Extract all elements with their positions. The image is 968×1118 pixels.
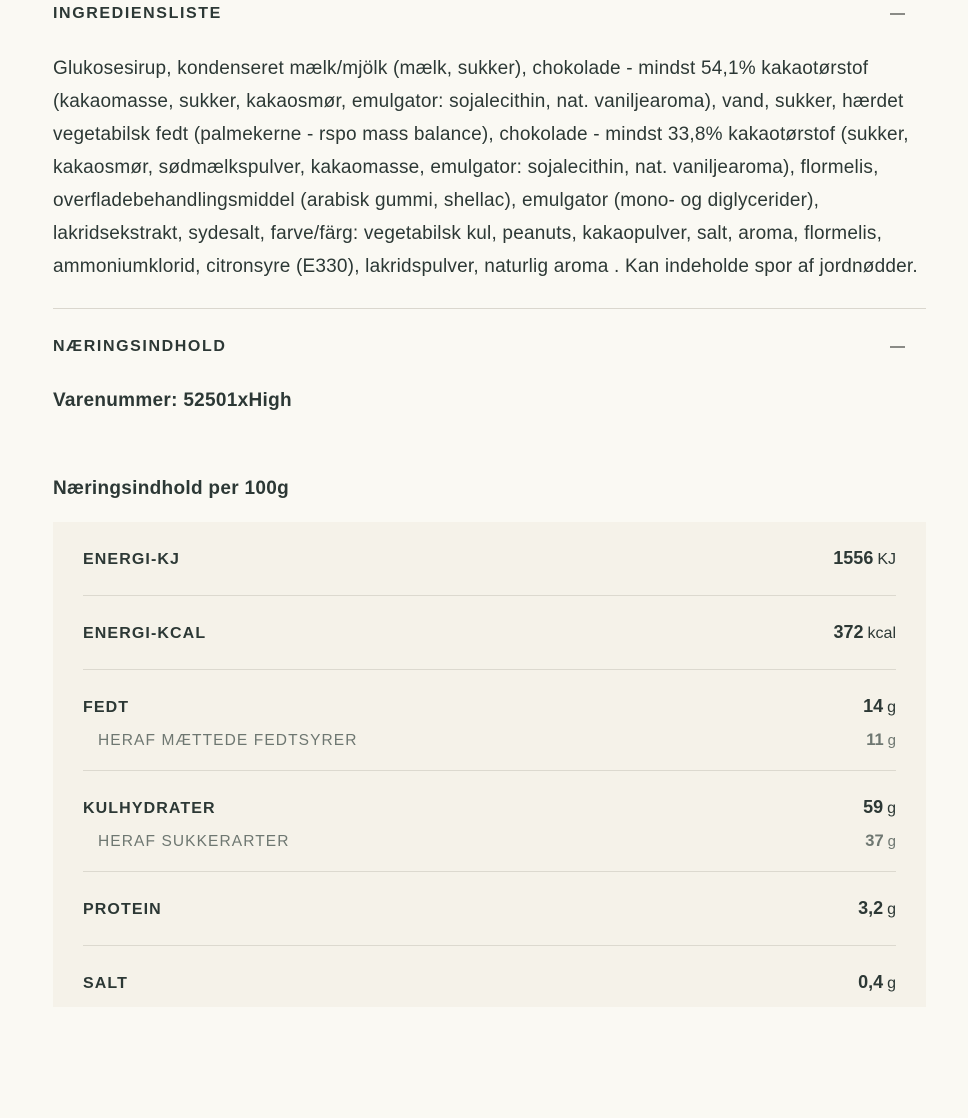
nutrient-subvalue: 11 g	[866, 731, 896, 749]
nutrition-section-title: NÆRINGSINDHOLD	[53, 338, 227, 355]
nutrient-sublabel: HERAF MÆTTEDE FEDTSYRER	[98, 732, 358, 749]
nutrient-value: 0,4 g	[858, 972, 896, 992]
nutrient-value: 1556 KJ	[833, 548, 896, 568]
per-100g-label: Næringsindhold per 100g	[53, 478, 289, 499]
nutrient-label: KULHYDRATER	[83, 800, 216, 817]
ingredients-section-title: INGREDIENSLISTE	[53, 5, 222, 22]
table-row	[83, 946, 896, 1007]
minus-icon[interactable]	[890, 13, 905, 15]
item-number: Varenummer: 52501xHigh	[53, 390, 292, 411]
nutrient-value: 14 g	[863, 696, 896, 716]
table-row	[83, 596, 896, 669]
content-container	[53, 0, 926, 1007]
nutrient-label: ENERGI-KCAL	[83, 625, 207, 642]
table-subrow	[83, 832, 896, 851]
ingredients-accordion-header[interactable]	[53, 5, 926, 23]
table-subrow	[83, 731, 896, 750]
section-divider	[53, 308, 926, 309]
table-row	[83, 771, 896, 871]
nutrient-subvalue: 37 g	[865, 832, 896, 850]
nutrient-sublabel: HERAF SUKKERARTER	[98, 833, 290, 850]
nutrient-label: FEDT	[83, 699, 130, 716]
nutrition-table	[53, 522, 926, 1007]
minus-icon[interactable]	[890, 346, 905, 348]
nutrient-value: 3,2 g	[858, 898, 896, 918]
table-row	[83, 872, 896, 945]
nutrient-value: 59 g	[863, 797, 896, 817]
nutrient-label: PROTEIN	[83, 901, 162, 918]
nutrient-value: 372 kcal	[833, 622, 896, 642]
nutrition-accordion-header[interactable]	[53, 338, 926, 356]
nutrient-label: SALT	[83, 975, 128, 992]
nutrient-label: ENERGI-KJ	[83, 551, 181, 568]
table-row	[83, 522, 896, 595]
table-row	[83, 670, 896, 770]
ingredients-text: Glukosesirup, kondenseret mælk/mjölk (mælk, sukker), chokolade - mindst 54,1% kakaotørstof (kakaomasse, sukker, kakaosmør, emulgator: sojalecithin, nat. vaniljearoma), vand, sukker, hærdet vegetabilsk fedt (palmekerne - rspo mass balance), chokolade - mindst 33,8% kakaotørstof (sukker, kakaosmør, sødmælkspulver, kakaomasse, emulgator: sojalecithin, nat. vaniljearoma), flormelis, overfladebehandlingsmiddel (arabisk gummi, shellac), emulgator (mono- og diglycerider), lakridsekstrakt, sydesalt, farve/färg: vegetabilsk kul, peanuts, kakaopulver, salt, aroma, flormelis, ammoniumklorid, citronsyre (E330), lakridspulver, naturlig aroma . Kan indeholde spor af jordnødder.	[53, 58, 918, 277]
